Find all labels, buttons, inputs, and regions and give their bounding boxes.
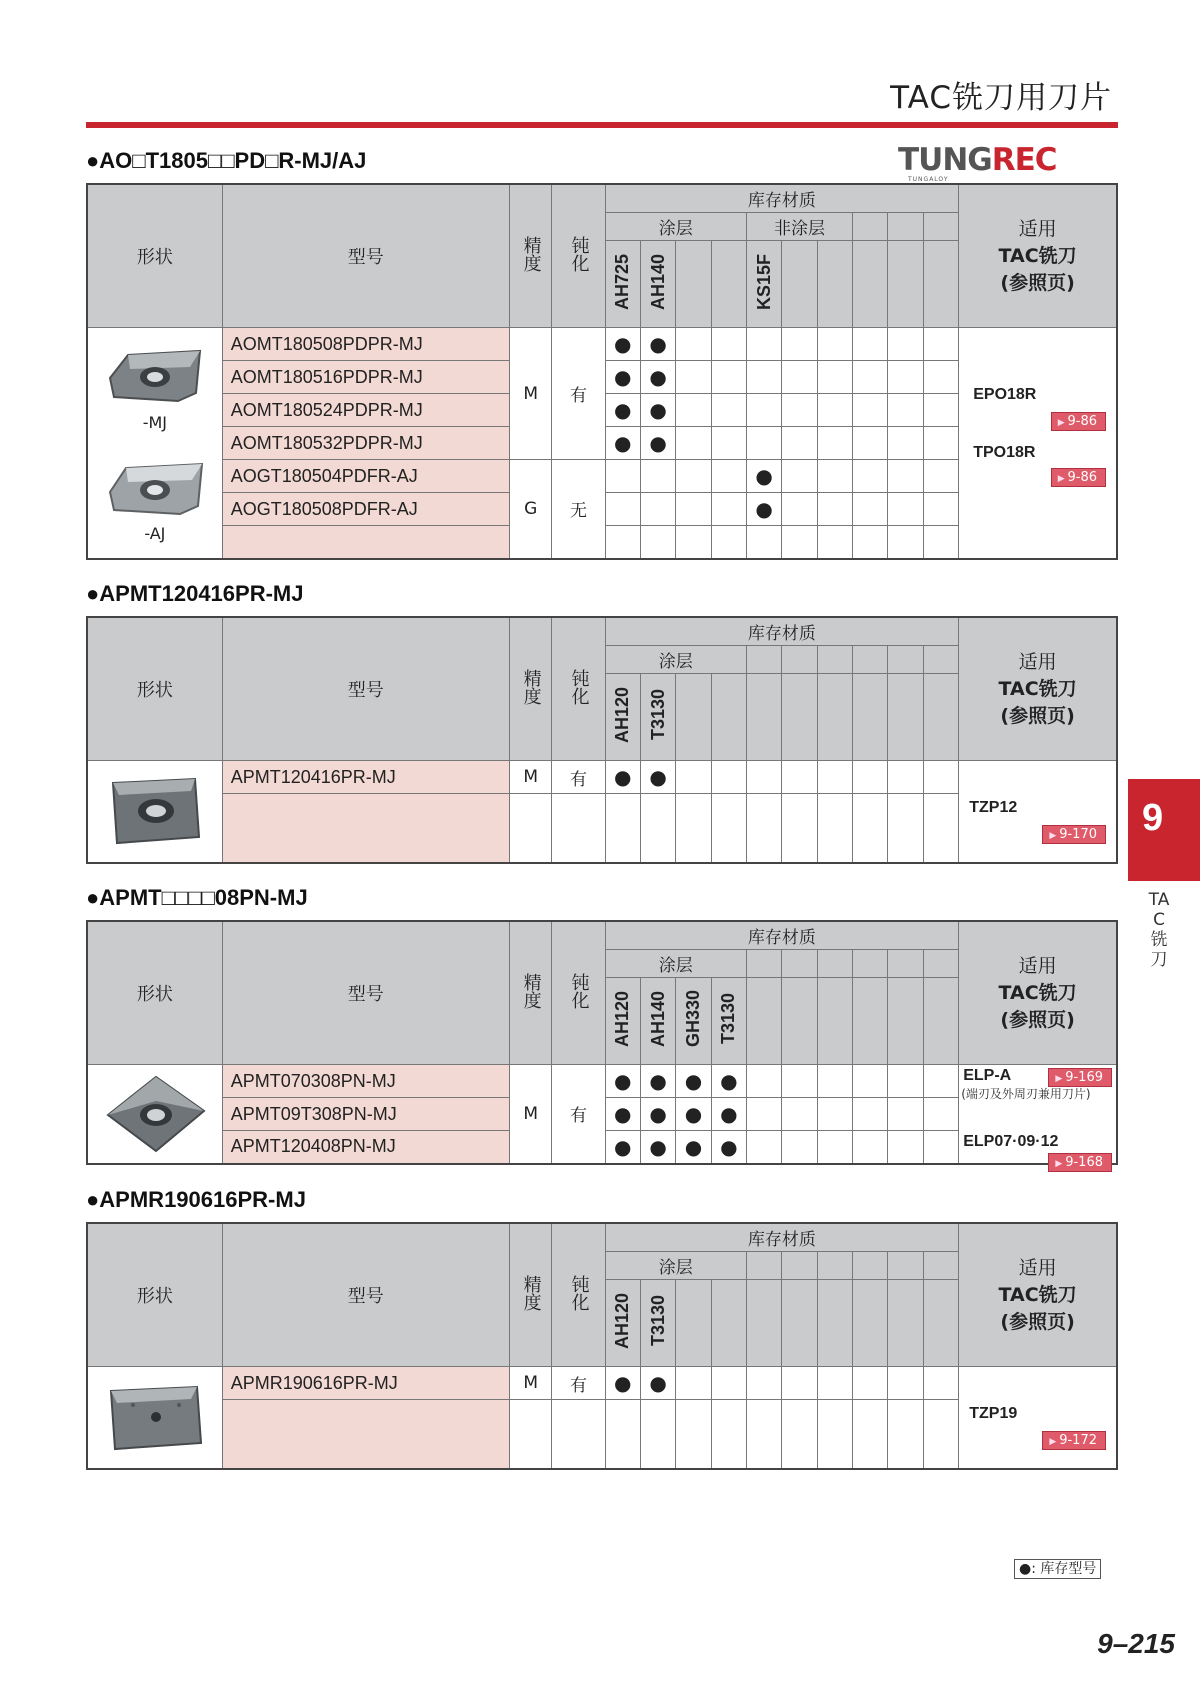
page-ref-link[interactable]: ▶ 9-168 [1048, 1153, 1112, 1172]
model-row: AOMT180508PDPR-MJ [222, 328, 509, 361]
grade-ah140: AH140 [640, 241, 675, 328]
model-row: AOGT180504PDFR-AJ [222, 460, 509, 493]
insert-image-apmt08pn [87, 1065, 222, 1164]
page-ref-link[interactable]: ▶ 9-170 [1042, 825, 1106, 844]
page-ref-link[interactable]: ▶ 9-172 [1042, 1431, 1106, 1450]
insert-table-apmt120416: 形状 型号 精度 钝化 库存材质 适用 TAC铣刀 (参照页) 涂层 AH120 T3130 APMT120416PR-MJ M 有 ● ● TZP12 ▶ 9-170 [86, 616, 1118, 864]
insert-table-ao: 形状 型号 精度 钝化 库存材质 适用 TAC铣刀 (参照页) 涂层 非涂层 AH725 AH140 KS15F -MJ -AJ AOMT180508PDPR-MJ M 有 ● ● EPO18R ▶ 9-86 TPO18R ▶ 9-86 AOMT180516PDPR-MJ ● ● AOMT180524PDPR-MJ ● ● AOMT180532PDPR-MJ ● ● AOGT180504PDFR-AJ G 无 ● AOGT180508PDFR-AJ ● [86, 183, 1118, 560]
grade-ah725: AH725 [605, 241, 640, 328]
stock-material-header: 库存材质 [605, 184, 959, 213]
model-row: AOMT180532PDPR-MJ [222, 427, 509, 460]
page-ref-link[interactable]: ▶ 9-86 [1051, 468, 1106, 487]
insert-table-apmr190616: 形状 型号 精度 钝化 库存材质 适用 TAC铣刀 (参照页) 涂层 AH120 T3130 APMR190616PR-MJ M 有 ● ● TZP19 ▶ 9-172 [86, 1222, 1118, 1470]
uncoated-header: 非涂层 [746, 213, 852, 241]
brand-logo: TUNGREC TUNGALOY [898, 142, 1057, 183]
insert-aj-icon [100, 454, 210, 524]
grade-ks15f: KS15F [746, 241, 781, 328]
section-title: ●APMR190616PR-MJ [86, 1187, 306, 1212]
page-ref-link[interactable]: ▶ 9-169 [1048, 1068, 1112, 1087]
insert-table-apmt08pn: 形状 型号 精度 钝化 库存材质 适用 TAC铣刀 (参照页) 涂层 AH120 AH140 GH330 T3130 APMT070308PN-MJ M 有 ● ● ● ● ELP-A ▶ 9-169 (端刃及外周刃兼用刀片) ELP07·09·12 ▶ 9-168 APMT09T308PN-MJ ● ● ● ● APMT120408PN-MJ ● ● ● ● [86, 920, 1118, 1165]
col-precision: 精度 [509, 184, 552, 328]
model-row: AOMT180516PDPR-MJ [222, 361, 509, 394]
insert-image-ao: -MJ -AJ [87, 328, 222, 559]
col-honing: 钝化 [552, 184, 605, 328]
model-row: APMT120408PN-MJ [222, 1131, 509, 1164]
insert-rhombus-icon [100, 1071, 210, 1157]
applicable-tools: EPO18R ▶ 9-86 TPO18R ▶ 9-86 [959, 328, 1117, 559]
model-row: APMT120416PR-MJ [222, 761, 509, 794]
model-row: AOMT180524PDPR-MJ [222, 394, 509, 427]
page-ref-link[interactable]: ▶ 9-86 [1051, 412, 1106, 431]
insert-mj-icon [100, 343, 210, 413]
section-title: ●AO□T1805□□PD□R-MJ/AJ [86, 148, 367, 173]
insert-square-icon [105, 771, 205, 851]
insert-rect-icon [103, 1377, 207, 1457]
legend: ●: 库存型号 [1014, 1559, 1101, 1579]
chapter-side-label: TAC铣刀 [1148, 890, 1170, 970]
page-title: TAC铣刀用刀片 [890, 80, 1112, 116]
col-model: 型号 [222, 184, 509, 328]
section-title: ●APMT120416PR-MJ [86, 581, 304, 606]
col-applicable: 适用 TAC铣刀 (参照页) [959, 184, 1117, 328]
model-row: APMR190616PR-MJ [222, 1367, 509, 1400]
section-title: ●APMT□□□□08PN-MJ [86, 885, 308, 910]
chapter-tab[interactable]: 9 [1128, 779, 1200, 881]
coated-header: 涂层 [605, 213, 746, 241]
col-shape: 形状 [87, 184, 222, 328]
model-row: APMT070308PN-MJ [222, 1065, 509, 1098]
header-rule [86, 122, 1118, 128]
model-row: AOGT180508PDFR-AJ [222, 493, 509, 526]
insert-image-apmt120416 [87, 761, 222, 863]
insert-image-apmr190616 [87, 1367, 222, 1469]
model-row: APMT09T308PN-MJ [222, 1098, 509, 1131]
page-number: 9–215 [1097, 1628, 1175, 1659]
